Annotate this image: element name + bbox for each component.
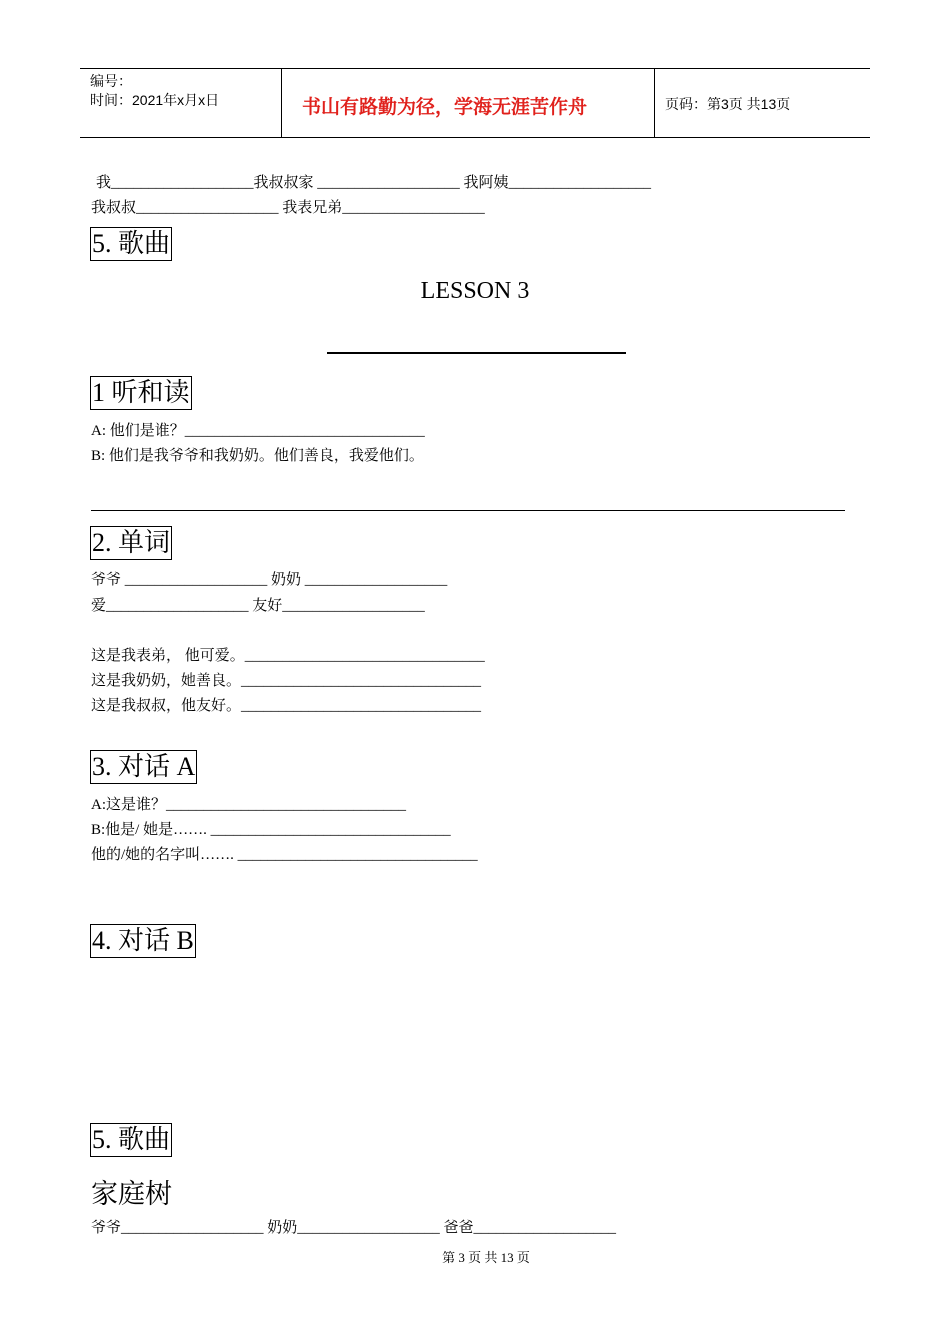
word-line: 爱___________________ 友好___________________ — [91, 598, 425, 614]
header-page-label: 页码：第3页 共13页 — [665, 96, 791, 112]
sentence-line: 这是我表弟， 他可爱。________________________________ — [91, 648, 485, 664]
section-heading-song: 5. 歌曲 — [90, 227, 172, 261]
header-divider — [281, 69, 282, 137]
song-title: 家庭树 — [91, 1179, 172, 1209]
answer-line — [91, 510, 845, 511]
word-line: 爷爷 ___________________ 奶奶 ___________________ — [91, 572, 448, 588]
header-meta — [90, 72, 219, 110]
time-label: 时间：2021年x月x日 — [90, 92, 220, 108]
sentence-line: 这是我叔叔，他友好。________________________________ — [91, 698, 482, 714]
page-footer: 第 3 页 共 13 页 — [442, 1250, 530, 1265]
page-header — [80, 68, 870, 138]
header-divider — [654, 69, 655, 137]
section-heading-listen-read: 1 听和读 — [90, 376, 192, 410]
dialog-line: 他的/她的名字叫……. ________________________________ — [91, 847, 478, 863]
section-heading-dialog-b: 4. 对话 B — [90, 924, 196, 958]
code-label: 编号： — [90, 73, 132, 89]
dialog-line: B:他是/ 她是……. ________________________________ — [91, 822, 451, 838]
fill-line: 我叔叔___________________ 我表兄弟___________________ — [91, 200, 485, 216]
fill-line: 我___________________我叔叔家 ___________________ 我阿姨___________________ — [96, 175, 652, 191]
lesson-title: LESSON 3 — [420, 278, 530, 304]
section-heading-song: 5. 歌曲 — [90, 1123, 172, 1157]
title-underline — [327, 352, 626, 354]
dialog-line: A:这是谁？________________________________ — [91, 797, 407, 813]
sentence-line: 这是我奶奶，她善良。________________________________ — [91, 673, 482, 689]
section-heading-dialog-a: 3. 对话 A — [90, 750, 197, 784]
header-motto: 书山有路勤为径，学海无涯苦作舟 — [302, 97, 588, 118]
fill-line: 爷爷___________________ 奶奶___________________ 爸爸___________________ — [91, 1220, 617, 1236]
dialog-line: A: 他们是谁？________________________________ — [91, 423, 425, 439]
section-heading-words: 2. 单词 — [90, 526, 172, 560]
dialog-line: B: 他们是我爷爷和我奶奶。他们善良，我爱他们。 — [91, 448, 424, 464]
